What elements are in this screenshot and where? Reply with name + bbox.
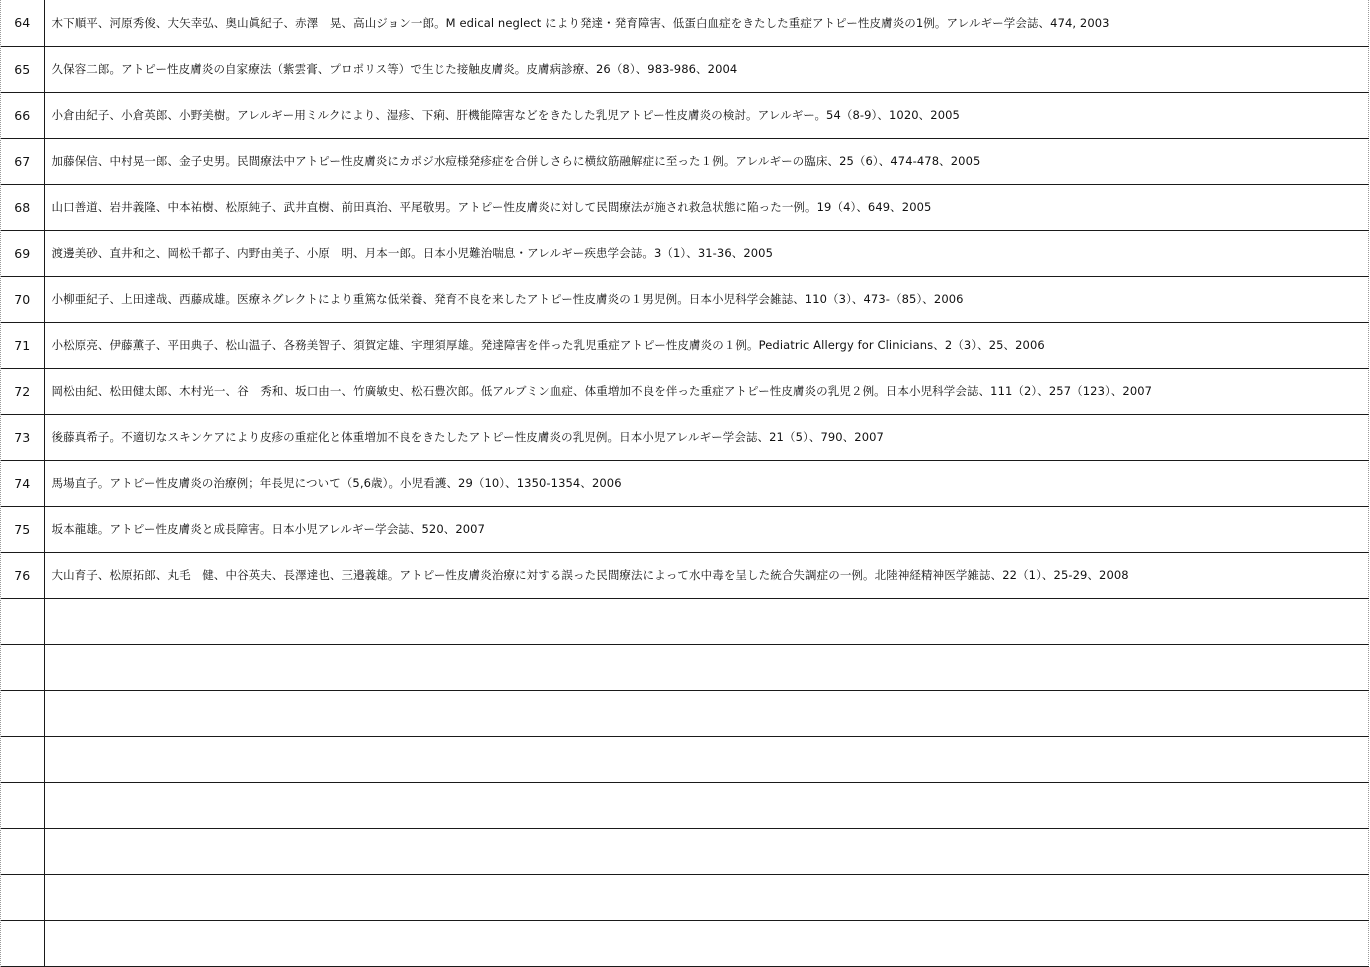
table-row (1, 322, 1369, 368)
reference-number: 65 (1, 46, 44, 92)
reference-citation: 馬場直子。アトピー性皮膚炎の治療例；年長児について（5,6歳）。小児看護、29（10）、1350-1354、2006 (44, 460, 1369, 506)
table-row (1, 138, 1369, 184)
reference-number (1, 644, 44, 690)
table-row (1, 920, 1369, 966)
reference-citation (44, 920, 1369, 966)
reference-number: 75 (1, 506, 44, 552)
reference-citation: 木下順平、河原秀俊、大矢幸弘、奥山眞紀子、赤澤 晃、高山ジョン一郎。M edical neglect により発達・発育障害、低蛋白血症をきたした重症アトピー性皮膚炎の1例。アレルギー学会誌、474, 2003 (44, 0, 1369, 46)
reference-number: 71 (1, 322, 44, 368)
reference-citation (44, 736, 1369, 782)
table-row (1, 874, 1369, 920)
reference-number (1, 828, 44, 874)
reference-citation (44, 690, 1369, 736)
reference-number: 69 (1, 230, 44, 276)
table-row (1, 506, 1369, 552)
table-row (1, 598, 1369, 644)
table-row (1, 460, 1369, 506)
reference-number: 68 (1, 184, 44, 230)
table-row (1, 414, 1369, 460)
reference-citation (44, 874, 1369, 920)
reference-number (1, 736, 44, 782)
reference-citation (44, 644, 1369, 690)
reference-citation (44, 828, 1369, 874)
reference-number (1, 874, 44, 920)
table-row (1, 690, 1369, 736)
reference-citation: 後藤真希子。不適切なスキンケアにより皮疹の重症化と体重増加不良をきたしたアトピー性皮膚炎の乳児例。日本小児アレルギー学会誌、21（5）、790、2007 (44, 414, 1369, 460)
table-row (1, 736, 1369, 782)
reference-citation: 大山育子、松原拓郎、丸毛 健、中谷英夫、長澤達也、三邉義雄。アトピー性皮膚炎治療に対する誤った民間療法によって水中毒を呈した統合失調症の一例。北陸神経精神医学雑誌、22（1）、25-29、2008 (44, 552, 1369, 598)
reference-citation: 渡邊美砂、直井和之、岡松千都子、内野由美子、小原 明、月本一郎。日本小児難治喘息・アレルギー疾患学会誌。3（1）、31-36、2005 (44, 230, 1369, 276)
reference-number: 67 (1, 138, 44, 184)
reference-citation: 久保容二郎。アトピー性皮膚炎の自家療法（紫雲膏、プロポリス等）で生じた接触皮膚炎。皮膚病診療、26（8）、983-986、2004 (44, 46, 1369, 92)
table-row (1, 46, 1369, 92)
reference-citation (44, 598, 1369, 644)
table-row (1, 828, 1369, 874)
table-row (1, 368, 1369, 414)
reference-number: 70 (1, 276, 44, 322)
reference-number: 64 (1, 0, 44, 46)
table-row (1, 0, 1369, 46)
reference-number: 73 (1, 414, 44, 460)
table-row (1, 276, 1369, 322)
reference-citation: 小柳亜紀子、上田達哉、西藤成雄。医療ネグレクトにより重篤な低栄養、発育不良を来したアトピー性皮膚炎の１男児例。日本小児科学会雑誌、110（3）、473-（85）、2006 (44, 276, 1369, 322)
reference-number: 74 (1, 460, 44, 506)
table-row (1, 552, 1369, 598)
table-row (1, 92, 1369, 138)
table-row (1, 230, 1369, 276)
reference-number (1, 782, 44, 828)
table-row (1, 184, 1369, 230)
reference-citation: 加藤保信、中村晃一郎、金子史男。民間療法中アトピー性皮膚炎にカポジ水痘様発疹症を合併しさらに横紋筋融解症に至った１例。アレルギーの臨床、25（6）、474-478、2005 (44, 138, 1369, 184)
table-row (1, 644, 1369, 690)
reference-number: 66 (1, 92, 44, 138)
reference-citation (44, 782, 1369, 828)
reference-citation: 小松原亮、伊藤薫子、平田典子、松山温子、各務美智子、須賀定雄、宇理須厚雄。発達障害を伴った乳児重症アトピー性皮膚炎の１例。Pediatric Allergy for Clinicians、2（3）、25、2006 (44, 322, 1369, 368)
reference-number (1, 598, 44, 644)
reference-number (1, 690, 44, 736)
table-row (1, 782, 1369, 828)
reference-table (1, 0, 1369, 967)
reference-number: 72 (1, 368, 44, 414)
reference-citation: 小倉由紀子、小倉英郎、小野美樹。アレルギー用ミルクにより、湿疹、下痢、肝機能障害などをきたした乳児アトピー性皮膚炎の検討。アレルギー。54（8-9）、1020、2005 (44, 92, 1369, 138)
reference-number: 76 (1, 552, 44, 598)
reference-citation: 岡松由紀、松田健太郎、木村光一、谷 秀和、坂口由一、竹廣敏史、松石豊次郎。低アルブミン血症、体重増加不良を伴った重症アトピー性皮膚炎の乳児２例。日本小児科学会誌、111（2）、257（123）、2007 (44, 368, 1369, 414)
reference-number (1, 920, 44, 966)
reference-citation: 山口善道、岩井義隆、中本祐樹、松原純子、武井直樹、前田真治、平尾敬男。アトピー性皮膚炎に対して民間療法が施され救急状態に陥った一例。19（4）、649、2005 (44, 184, 1369, 230)
reference-citation: 坂本龍雄。アトピー性皮膚炎と成長障害。日本小児アレルギー学会誌、520、2007 (44, 506, 1369, 552)
